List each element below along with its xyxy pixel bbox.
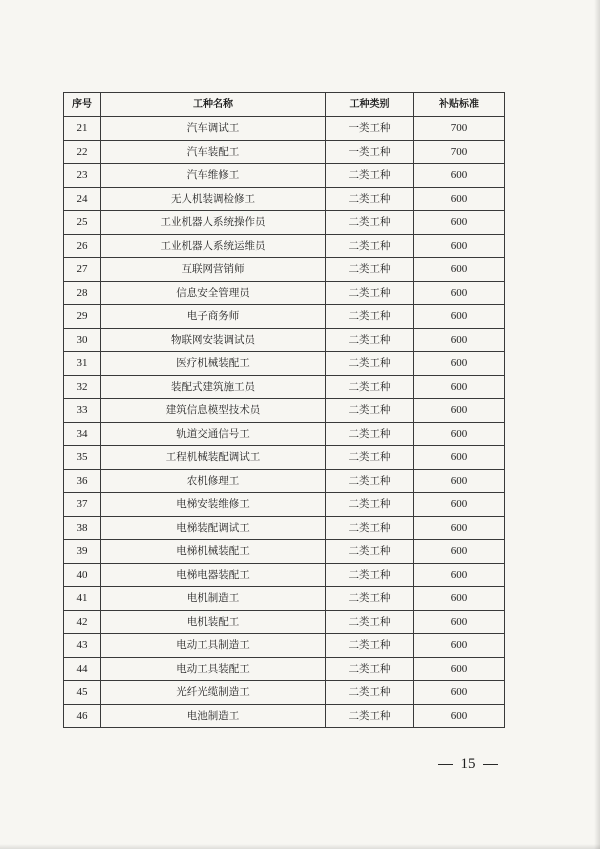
cell-job-category: 二类工种	[326, 234, 414, 258]
cell-job-name: 工业机器人系统运维员	[101, 234, 326, 258]
table-row	[64, 634, 505, 658]
cell-subsidy: 600	[414, 258, 505, 282]
table-row	[64, 399, 505, 423]
cell-job-category: 二类工种	[326, 540, 414, 564]
cell-job-name: 电机制造工	[101, 587, 326, 611]
table-row	[64, 305, 505, 329]
cell-subsidy: 600	[414, 422, 505, 446]
cell-subsidy: 600	[414, 516, 505, 540]
cell-serial: 39	[64, 540, 101, 564]
cell-serial: 22	[64, 140, 101, 164]
cell-serial: 33	[64, 399, 101, 423]
cell-job-name: 农机修理工	[101, 469, 326, 493]
cell-subsidy: 600	[414, 305, 505, 329]
cell-job-category: 二类工种	[326, 328, 414, 352]
cell-job-category: 二类工种	[326, 563, 414, 587]
cell-job-name: 电梯电器装配工	[101, 563, 326, 587]
cell-job-category: 二类工种	[326, 375, 414, 399]
cell-job-name: 电梯安装维修工	[101, 493, 326, 517]
cell-subsidy: 600	[414, 399, 505, 423]
table-row	[64, 610, 505, 634]
cell-job-category: 二类工种	[326, 634, 414, 658]
table-row	[64, 516, 505, 540]
cell-subsidy: 700	[414, 117, 505, 141]
cell-subsidy: 600	[414, 375, 505, 399]
cell-job-category: 二类工种	[326, 422, 414, 446]
header-job-category: 工种类别	[326, 93, 414, 117]
cell-serial: 37	[64, 493, 101, 517]
cell-subsidy: 600	[414, 493, 505, 517]
table-row	[64, 704, 505, 728]
header-row	[64, 93, 505, 117]
cell-subsidy: 700	[414, 140, 505, 164]
cell-job-name: 无人机装调检修工	[101, 187, 326, 211]
table-row	[64, 540, 505, 564]
cell-serial: 41	[64, 587, 101, 611]
cell-job-category: 二类工种	[326, 352, 414, 376]
cell-job-category: 二类工种	[326, 187, 414, 211]
cell-job-name: 工程机械装配调试工	[101, 446, 326, 470]
cell-job-category: 二类工种	[326, 281, 414, 305]
cell-subsidy: 600	[414, 187, 505, 211]
cell-serial: 46	[64, 704, 101, 728]
cell-job-name: 建筑信息模型技术员	[101, 399, 326, 423]
cell-job-name: 物联网安装调试员	[101, 328, 326, 352]
cell-job-category: 二类工种	[326, 516, 414, 540]
cell-job-name: 汽车装配工	[101, 140, 326, 164]
table-row	[64, 258, 505, 282]
cell-job-category: 二类工种	[326, 164, 414, 188]
table-row	[64, 117, 505, 141]
cell-serial: 44	[64, 657, 101, 681]
table-row	[64, 681, 505, 705]
table-row	[64, 469, 505, 493]
cell-job-category: 二类工种	[326, 446, 414, 470]
cell-serial: 29	[64, 305, 101, 329]
cell-job-category: 二类工种	[326, 681, 414, 705]
table-row	[64, 164, 505, 188]
subsidy-table	[63, 92, 505, 728]
cell-job-name: 电梯机械装配工	[101, 540, 326, 564]
cell-job-category: 二类工种	[326, 657, 414, 681]
cell-subsidy: 600	[414, 352, 505, 376]
cell-serial: 38	[64, 516, 101, 540]
table-header	[64, 93, 505, 117]
cell-subsidy: 600	[414, 540, 505, 564]
cell-job-name: 汽车调试工	[101, 117, 326, 141]
cell-serial: 25	[64, 211, 101, 235]
cell-serial: 43	[64, 634, 101, 658]
cell-serial: 28	[64, 281, 101, 305]
cell-subsidy: 600	[414, 164, 505, 188]
table-row	[64, 328, 505, 352]
page-number-dash-left	[438, 764, 453, 765]
cell-subsidy: 600	[414, 446, 505, 470]
cell-serial: 21	[64, 117, 101, 141]
cell-subsidy: 600	[414, 657, 505, 681]
header-subsidy-standard: 补贴标准	[414, 93, 505, 117]
cell-subsidy: 600	[414, 469, 505, 493]
cell-job-name: 电池制造工	[101, 704, 326, 728]
page-edge-shadow	[594, 0, 600, 849]
cell-job-name: 工业机器人系统操作员	[101, 211, 326, 235]
table-row	[64, 234, 505, 258]
cell-job-name: 电子商务师	[101, 305, 326, 329]
cell-serial: 30	[64, 328, 101, 352]
cell-job-name: 轨道交通信号工	[101, 422, 326, 446]
table-row	[64, 140, 505, 164]
cell-job-name: 光纤光缆制造工	[101, 681, 326, 705]
cell-job-category: 二类工种	[326, 610, 414, 634]
table-row	[64, 187, 505, 211]
cell-subsidy: 600	[414, 610, 505, 634]
table-row	[64, 587, 505, 611]
cell-job-category: 一类工种	[326, 117, 414, 141]
cell-serial: 23	[64, 164, 101, 188]
header-serial: 序号	[64, 93, 101, 117]
cell-job-category: 一类工种	[326, 140, 414, 164]
cell-job-category: 二类工种	[326, 258, 414, 282]
cell-serial: 31	[64, 352, 101, 376]
table-row	[64, 211, 505, 235]
table-row	[64, 657, 505, 681]
cell-job-category: 二类工种	[326, 399, 414, 423]
cell-job-category: 二类工种	[326, 493, 414, 517]
cell-serial: 24	[64, 187, 101, 211]
cell-job-name: 电动工具制造工	[101, 634, 326, 658]
cell-serial: 26	[64, 234, 101, 258]
cell-job-category: 二类工种	[326, 211, 414, 235]
table-row	[64, 352, 505, 376]
header-job-name: 工种名称	[101, 93, 326, 117]
cell-serial: 32	[64, 375, 101, 399]
page-bottom-shadow	[0, 844, 600, 849]
cell-serial: 45	[64, 681, 101, 705]
cell-job-name: 装配式建筑施工员	[101, 375, 326, 399]
cell-subsidy: 600	[414, 704, 505, 728]
cell-subsidy: 600	[414, 681, 505, 705]
cell-subsidy: 600	[414, 281, 505, 305]
cell-serial: 40	[64, 563, 101, 587]
cell-job-category: 二类工种	[326, 469, 414, 493]
cell-subsidy: 600	[414, 634, 505, 658]
cell-job-name: 汽车维修工	[101, 164, 326, 188]
table-row	[64, 493, 505, 517]
cell-subsidy: 600	[414, 328, 505, 352]
table-row	[64, 375, 505, 399]
table-row	[64, 281, 505, 305]
cell-job-name: 电动工具装配工	[101, 657, 326, 681]
cell-subsidy: 600	[414, 211, 505, 235]
cell-serial: 34	[64, 422, 101, 446]
table-row	[64, 446, 505, 470]
cell-job-name: 互联网营销师	[101, 258, 326, 282]
cell-job-name: 电梯装配调试工	[101, 516, 326, 540]
cell-serial: 27	[64, 258, 101, 282]
cell-serial: 36	[64, 469, 101, 493]
page-number	[438, 755, 498, 773]
cell-serial: 42	[64, 610, 101, 634]
page-number-dash-right	[483, 764, 498, 765]
cell-job-name: 信息安全管理员	[101, 281, 326, 305]
table-row	[64, 422, 505, 446]
cell-job-category: 二类工种	[326, 305, 414, 329]
cell-job-category: 二类工种	[326, 704, 414, 728]
cell-job-name: 电机装配工	[101, 610, 326, 634]
cell-subsidy: 600	[414, 587, 505, 611]
page-number-text: 15	[460, 755, 476, 772]
cell-job-name: 医疗机械装配工	[101, 352, 326, 376]
table-body	[64, 117, 505, 728]
cell-serial: 35	[64, 446, 101, 470]
table-row	[64, 563, 505, 587]
cell-job-category: 二类工种	[326, 587, 414, 611]
cell-subsidy: 600	[414, 563, 505, 587]
cell-subsidy: 600	[414, 234, 505, 258]
